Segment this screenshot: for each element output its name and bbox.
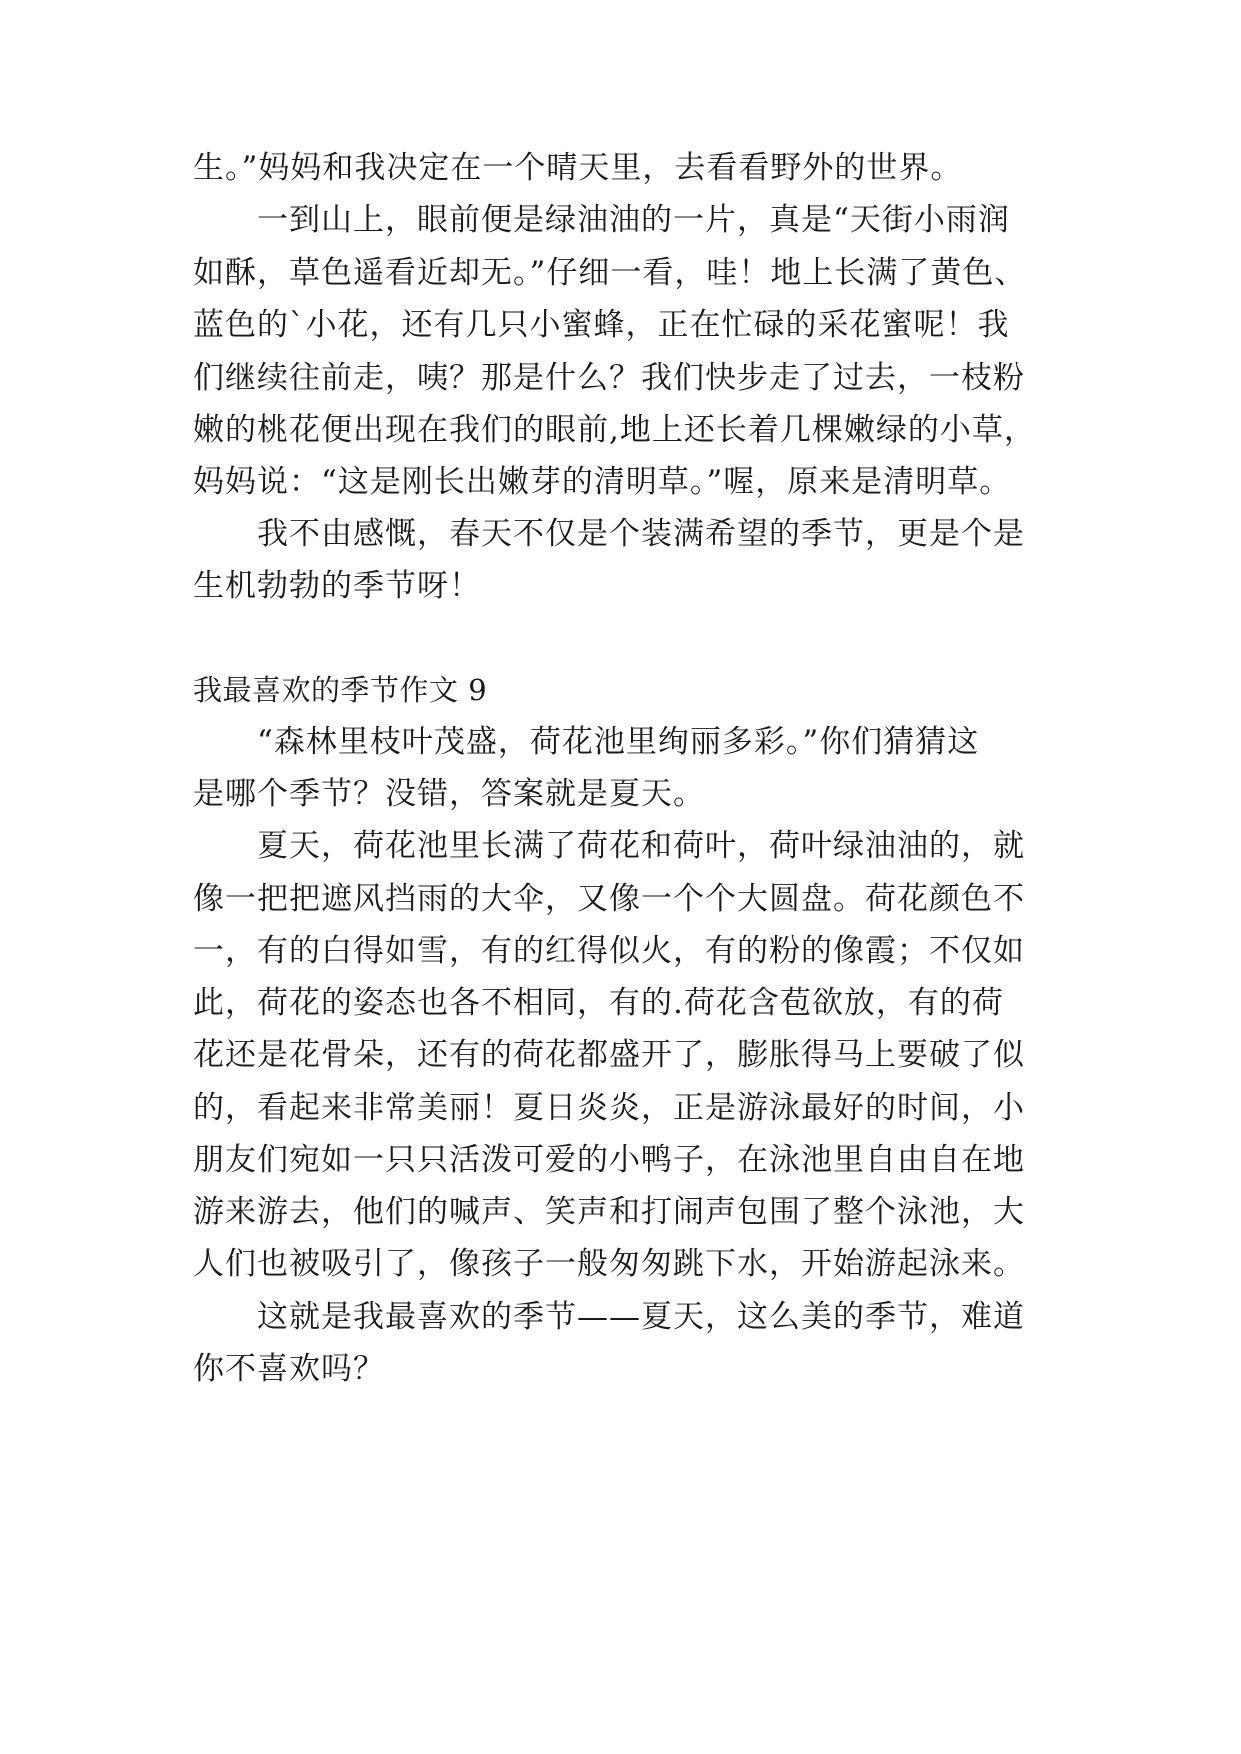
paragraph-line: 我不由感慨，春天不仅是个装满希望的季节，更是个是 (257, 516, 1025, 552)
paragraph-line: 你不喜欢吗？ (193, 1351, 385, 1387)
paragraph-line: 如酥，草色遥看近却无。”仔细一看，哇！地上长满了黄色、 (193, 255, 1027, 291)
paragraph-line: 一到山上，眼前便是绿油油的一片，真是“天街小雨润 (257, 202, 1010, 238)
section-title: 我最喜欢的季节作文 9 (193, 673, 488, 707)
paragraph-line: 的，看起来非常美丽！夏日炎炎，正是游泳最好的时间，小 (193, 1090, 1025, 1126)
paragraph-line: 生。”妈妈和我决定在一个晴天里，去看看野外的世界。 (193, 150, 963, 186)
paragraph-line: 此，荷花的姿态也各不相同，有的.荷花含苞欲放，有的荷 (193, 985, 1004, 1021)
paragraph-line: 游来游去，他们的喊声、笑声和打闹声包围了整个泳池，大 (193, 1194, 1025, 1230)
paragraph-line: 生机勃勃的季节呀！ (193, 568, 481, 604)
paragraph-line: 人们也被吸引了，像孩子一般匆匆跳下水，开始游起泳来。 (193, 1246, 1025, 1282)
paragraph-line: 像一把把遮风挡雨的大伞，又像一个个大圆盘。荷花颜色不 (193, 881, 1025, 917)
paragraph-line: 蓝色的`小花，还有几只小蜜蜂，正在忙碌的采花蜜呢！我 (193, 307, 1010, 343)
paragraph-line: 花还是花骨朵，还有的荷花都盛开了，膨胀得马上要破了似 (193, 1037, 1025, 1073)
paragraph-line: 妈妈说：“这是刚长出嫩芽的清明草。”喔，原来是清明草。 (193, 464, 1012, 500)
paragraph-line: 夏天，荷花池里长满了荷花和荷叶，荷叶绿油油的，就 (257, 828, 1025, 864)
paragraph-line: 们继续往前走，咦？那是什么？我们快步走了过去，一枝粉 (193, 360, 1025, 396)
paragraph-line: 朋友们宛如一只只活泼可爱的小鸭子，在泳池里自由自在地 (193, 1142, 1025, 1178)
paragraph-line: 这就是我最喜欢的季节——夏天，这么美的季节，难道 (257, 1299, 1025, 1335)
paragraph-line: 嫩的桃花便出现在我们的眼前,地上还长着几棵嫩绿的小草， (193, 412, 1036, 448)
paragraph-line: 一，有的白得如雪，有的红得似火，有的粉的像霞；不仅如 (193, 933, 1025, 969)
paragraph-line: “森林里枝叶茂盛，荷花池里绚丽多彩。”你们猜猜这 (257, 724, 980, 760)
paragraph-line: 是哪个季节？没错，答案就是夏天。 (193, 776, 705, 812)
